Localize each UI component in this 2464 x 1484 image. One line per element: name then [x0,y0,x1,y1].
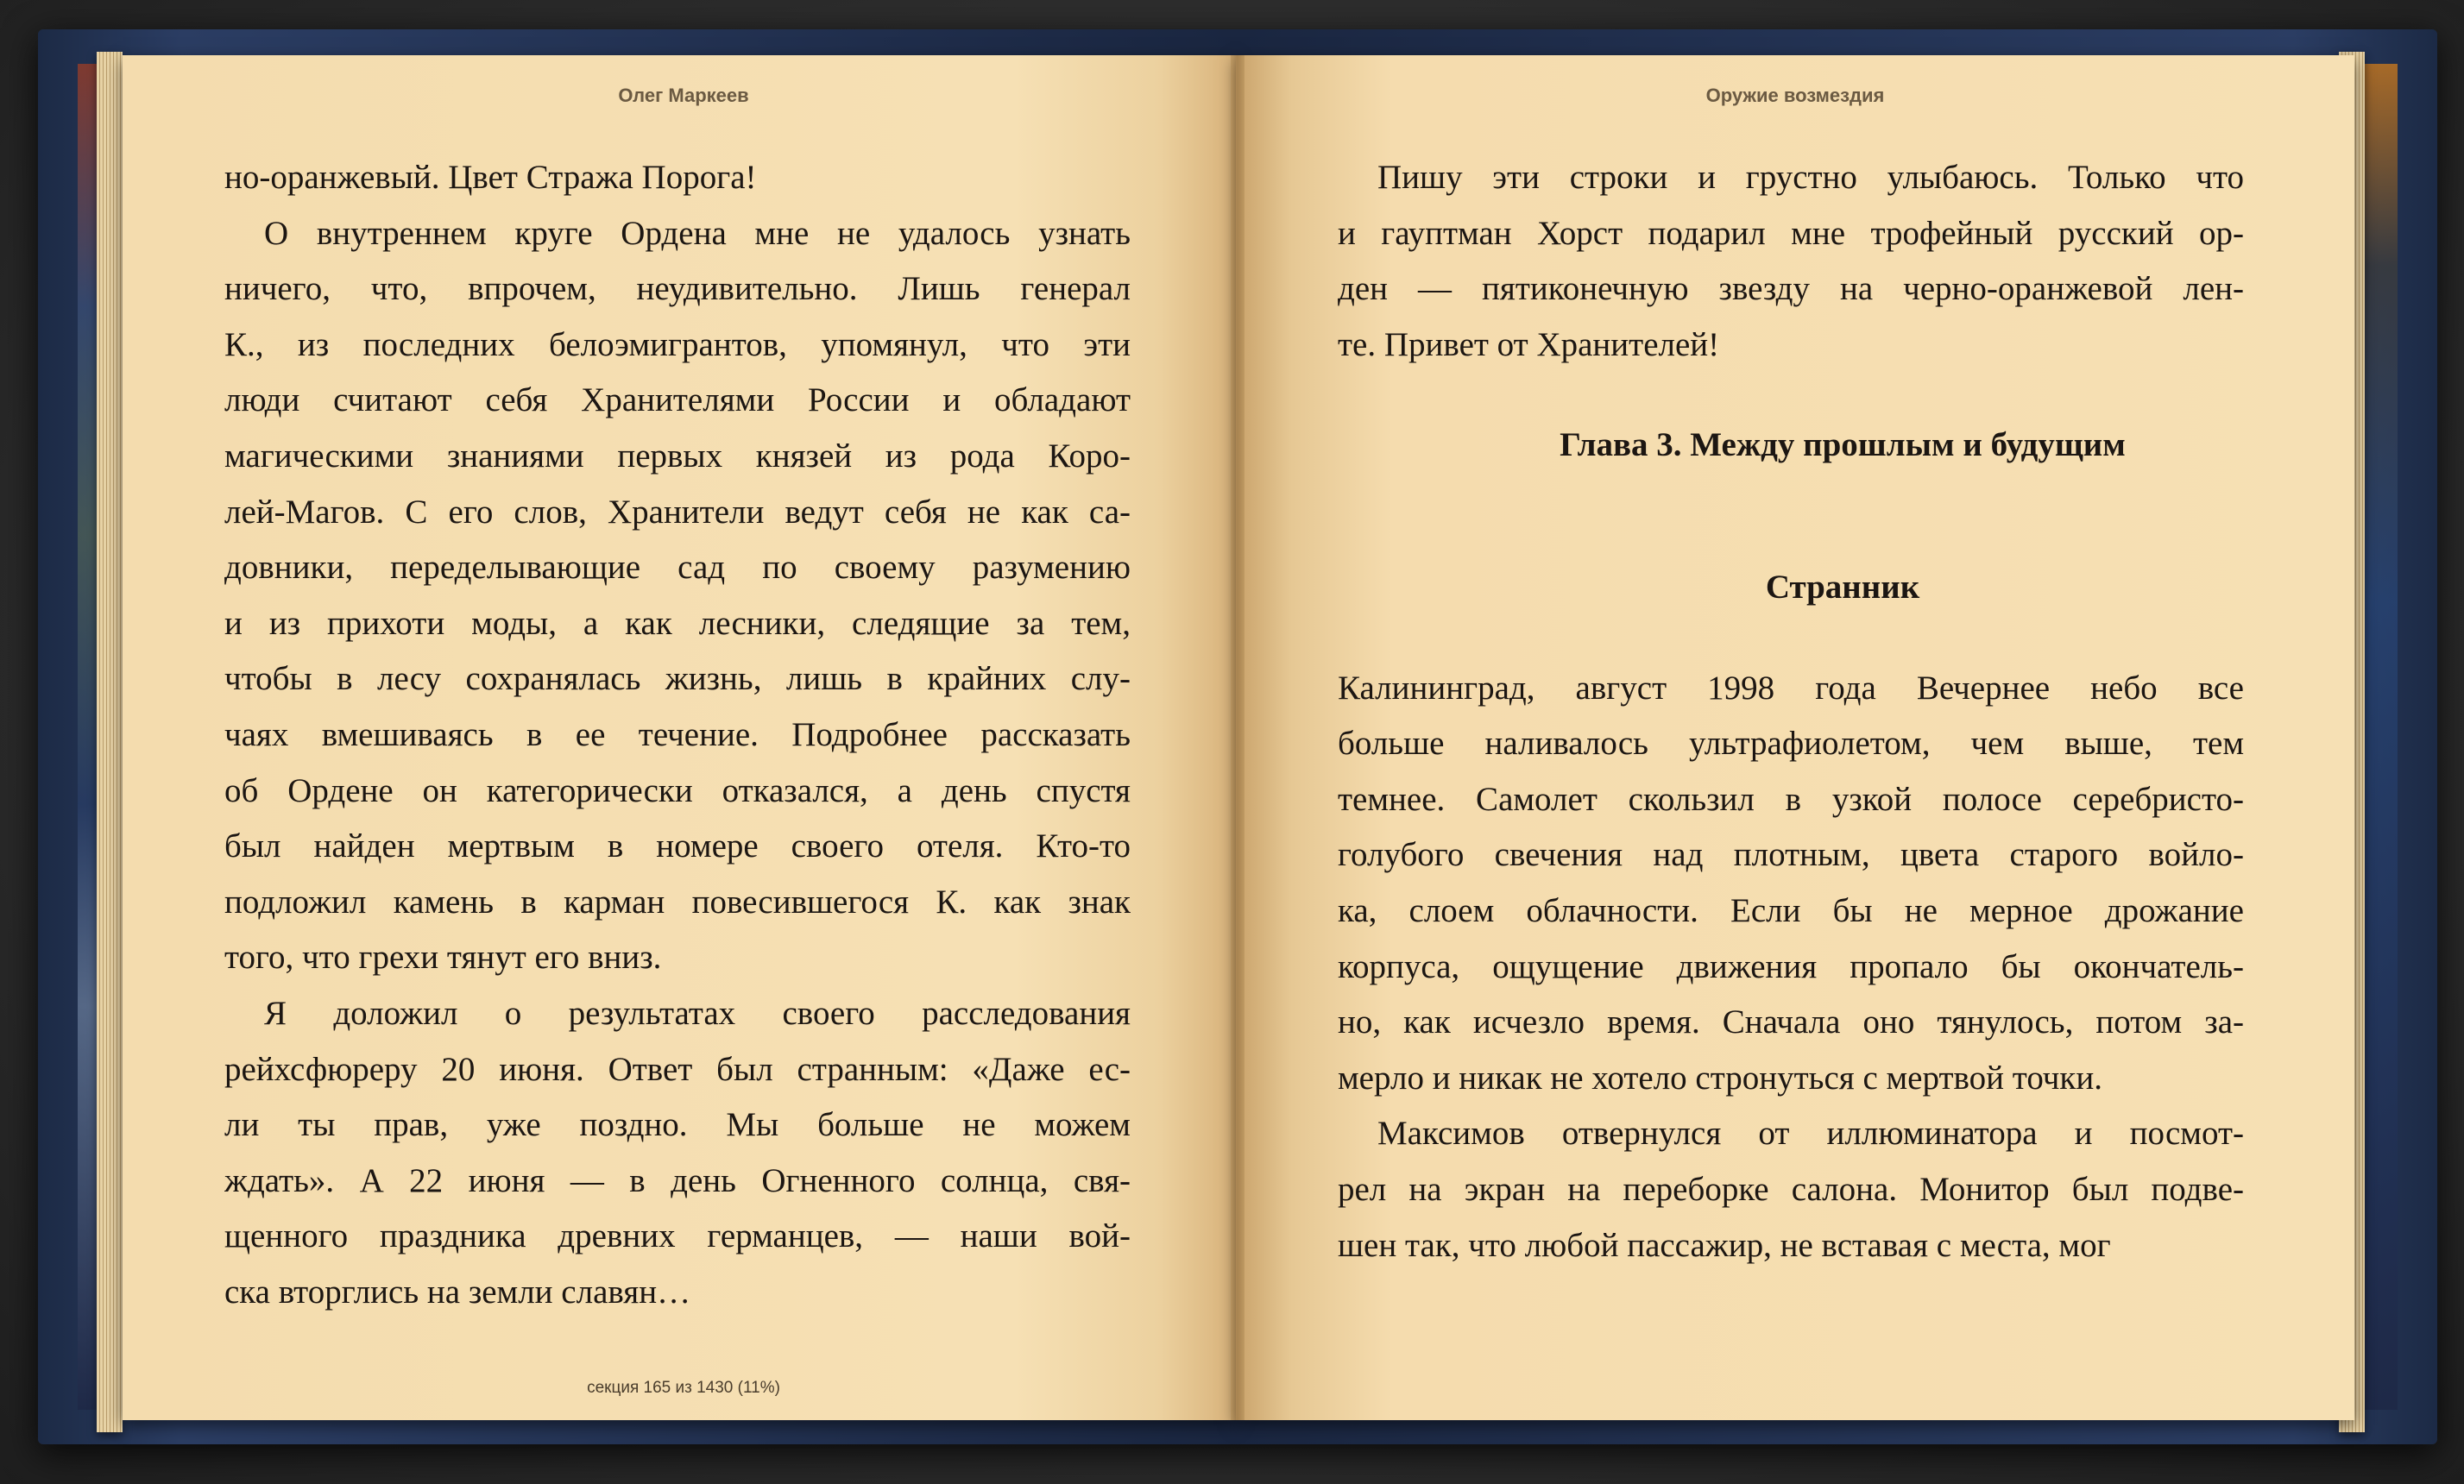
page-stack-left [97,52,123,1432]
text-line: и из прихоти моды, а как лесники, следящие за тем, [224,604,1131,642]
text-line: О внутреннем круге Ордена мне не удалось узнать [264,214,1131,252]
text-line: и гауптман Хорст подарил мне трофейный русский ор- [1338,214,2244,252]
text-line: те. Привет от Хранителей! [1338,325,1720,363]
text-line [224,150,1131,206]
paragraph [1338,150,2244,373]
text-line: шен так, что любой пассажир, не вставая с места, мог [1338,1226,2111,1264]
progress-footer: секция 165 из 1430 (11%) [587,1379,780,1397]
left-page-text[interactable] [224,150,1131,1320]
book-gutter [1231,55,1245,1420]
text-line: чаях вмешиваясь в ее течение. Подробнее рассказать [224,715,1131,753]
text-line: мерло и никак не хотело стронуться с мертвой точки. [1338,1059,2102,1097]
text-line: люди считают себя Хранителями России и обладают [224,381,1131,419]
text-line: рейхсфюреру 20 июня. Ответ был странным: «Даже ес- [224,1050,1131,1088]
text-line: Калининград, август 1998 года Вечернее небо все [1338,669,2244,707]
text-line: Максимов отвернулся от иллюминатора и посмот- [1377,1115,2244,1153]
chapter-title: Глава 3. Между прошлым и будущим [1560,426,2126,464]
text-line: темнее. Самолет скользил в узкой полосе серебристо- [1338,780,2244,818]
text-line: ничего, что, впрочем, неудивительно. Лишь генерал [224,270,1131,308]
text-line: ли ты прав, уже поздно. Мы больше не можем [224,1106,1131,1144]
text-line: довники, переделывающие сад по своему разумению [224,549,1131,587]
highlighted-text-content: но-оранжевый. Цвет Стража Порога! [224,159,757,196]
text-line: но, как исчезло время. Сначала оно тянулось, потом за- [1338,1003,2244,1041]
text-line: ска вторглись на земли славян… [224,1273,691,1311]
text-line: Я доложил о результатах своего расследования [264,994,1131,1032]
text-line: Пишу эти строки и грустно улыбаюсь. Только что [1377,159,2244,196]
text-line: ждать». А 22 июня — в день Огненного солнца, свя- [224,1161,1131,1199]
text-line: об Ордене он категорически отказался, а день спустя [224,771,1131,809]
text-line: был найден мертвым в номере своего отеля. Кто-то [224,827,1131,865]
text-line: рел на экран на переборке салона. Монитор был подве- [1338,1170,2244,1208]
paragraph [224,206,1131,986]
text-line: больше наливалось ультрафиолетом, чем выше, тем [1338,725,2244,763]
text-line: подложил камень в карман повесившегося К. как знак [224,883,1131,921]
text-line: магическими знаниями первых князей из рода Коро- [224,437,1131,475]
paragraph [1338,1106,2244,1273]
spacer [1338,373,2244,418]
spacer [1338,474,2244,560]
paragraph [224,986,1131,1321]
text-line: корпуса, ощущение движения пропало бы окончатель- [1338,947,2244,985]
highlighted-text[interactable] [224,150,757,206]
section-title: Странник [1765,568,1920,606]
running-head-author: Олег Маркеев [618,85,749,106]
right-page-text[interactable] [1338,150,2244,1273]
text-line: ка, слоем облачности. Если бы не мерное дрожание [1338,891,2244,929]
text-line: чтобы в лесу сохранялась жизнь, лишь в крайних слу- [224,660,1131,698]
running-head-title: Оружие возмездия [1705,85,1885,106]
paragraph [1338,661,2244,1107]
spacer [1338,616,2244,661]
text-line: того, что грехи тянут его вниз. [224,939,662,977]
text-line: голубого свечения над плотным, цвета старого войло- [1338,836,2244,874]
text-line: щенного праздника древних германцев, — наши вой- [224,1217,1131,1255]
text-line: лей-Магов. С его слов, Хранители ведут себя не как са- [224,493,1131,531]
text-line: ден — пятиконечную звезду на черно-оранжевой лен- [1338,270,2244,308]
text-line: К., из последних белоэмигрантов, упомянул, что эти [224,325,1131,363]
